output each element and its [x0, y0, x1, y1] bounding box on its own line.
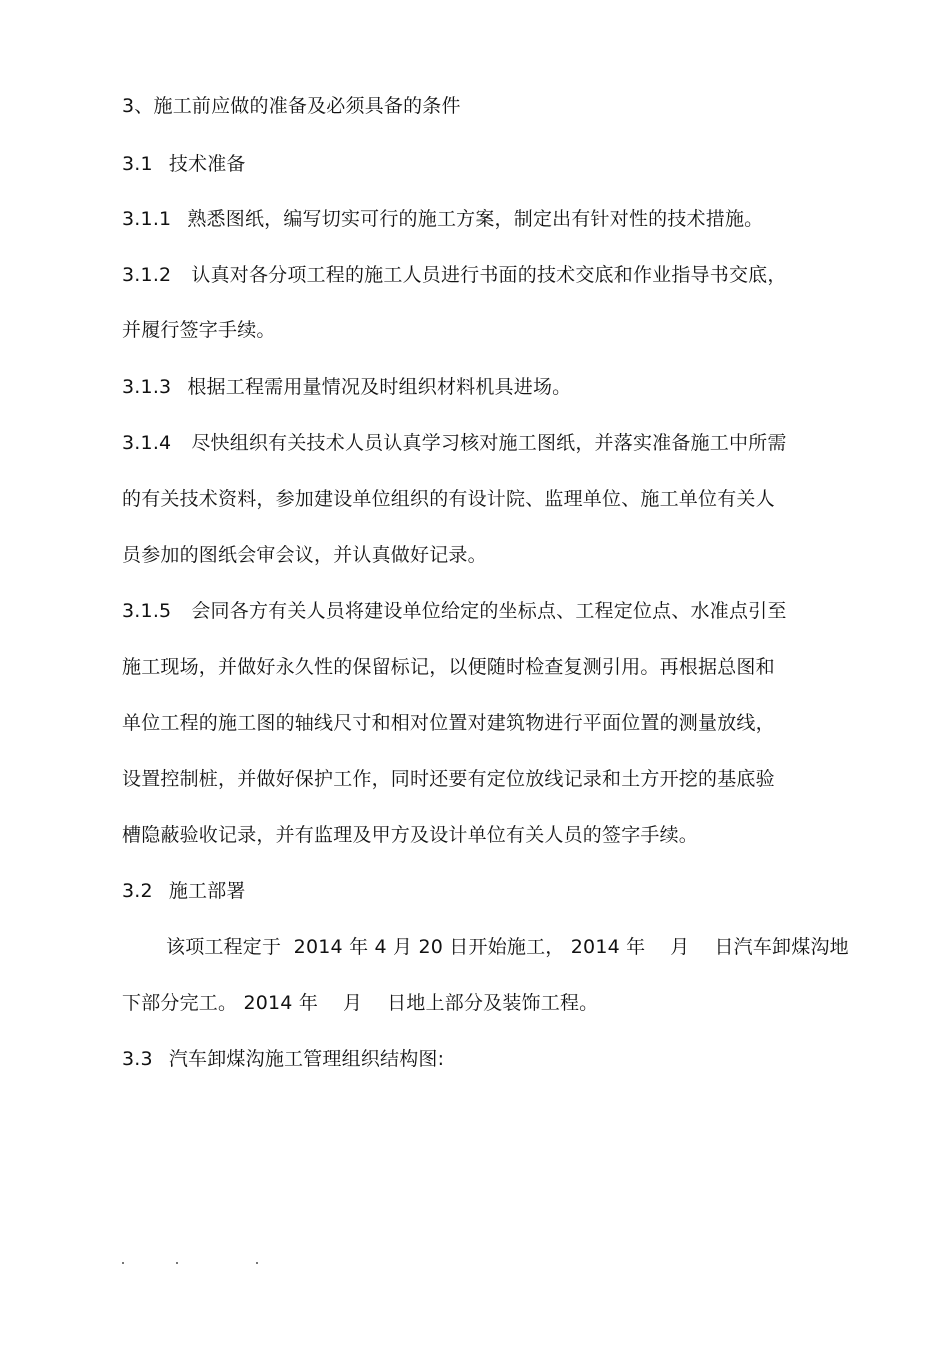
- paragraph-text: 并履行签字手续。: [122, 319, 276, 341]
- heading-number: 3.2: [122, 880, 153, 902]
- paragraph-text: 尽快组织有关技术人员认真学习核对施工图纸，并落实准备施工中所需: [191, 432, 787, 454]
- heading-text: 施工前应做的准备及必须具备的条件: [153, 95, 461, 117]
- dot-mark: [122, 1262, 124, 1264]
- item-number: 3.1.3: [122, 376, 172, 398]
- paragraph-text: 施工现场，并做好永久性的保留标记，以便随时检查复测引用。再根据总图和: [122, 656, 775, 678]
- paragraph-text: 设置控制桩，并做好保护工作，同时还要有定位放线记录和土方开挖的基底验: [122, 768, 775, 790]
- dot-mark: [176, 1262, 178, 1264]
- paragraph-3-2-line-1: [166, 935, 849, 959]
- item-number: 3.1.4: [122, 432, 172, 454]
- footer-dot-marks: [120, 1262, 280, 1272]
- heading-number: 3.3: [122, 1048, 153, 1070]
- paragraph-3-1-5-line-4: [122, 767, 775, 791]
- heading-text: 施工部署: [168, 880, 246, 902]
- paragraph-3-1-5-line-2: [122, 655, 775, 679]
- heading-section-3-1: [122, 152, 246, 176]
- item-number: 3.1.1: [122, 208, 172, 230]
- paragraph-text: 根据工程需用量情况及时组织材料机具进场。: [187, 376, 572, 398]
- paragraph-text: 会同各方有关人员将建设单位给定的坐标点、工程定位点、水准点引至: [191, 600, 787, 622]
- paragraph-text: 的有关技术资料，参加建设单位组织的有设计院、监理单位、施工单位有关人: [122, 488, 775, 510]
- paragraph-3-1-5-line-1: [122, 599, 787, 623]
- heading-text: 汽车卸煤沟施工管理组织结构图:: [168, 1048, 445, 1070]
- heading-section-3: [122, 94, 461, 118]
- paragraph-3-1-3: [122, 375, 571, 399]
- dot-mark: [256, 1262, 258, 1264]
- paragraph-text: 认真对各分项工程的施工人员进行书面的技术交底和作业指导书交底，: [191, 264, 787, 286]
- paragraph-text: 员参加的图纸会审会议，并认真做好记录。: [122, 544, 487, 566]
- paragraph-3-1-4-line-2: [122, 487, 775, 511]
- paragraph-3-1-4-line-3: [122, 543, 487, 567]
- heading-number: 3、: [122, 95, 154, 117]
- paragraph-text: 熟悉图纸，编写切实可行的施工方案，制定出有针对性的技术措施。: [187, 208, 764, 230]
- paragraph-text: 下部分完工。 2014 年 月 日地上部分及装饰工程。: [122, 992, 599, 1014]
- heading-number: 3.1: [122, 153, 153, 175]
- paragraph-3-1-5-line-3: [122, 711, 775, 735]
- heading-section-3-2: [122, 879, 246, 903]
- paragraph-3-2-line-2: [122, 991, 598, 1015]
- paragraph-text: 单位工程的施工图的轴线尺寸和相对位置对建筑物进行平面位置的测量放线，: [122, 712, 775, 734]
- paragraph-3-1-4-line-1: [122, 431, 787, 455]
- paragraph-3-1-2-line-2: [122, 318, 276, 342]
- paragraph-text: 该项工程定于 2014 年 4 月 20 日开始施工， 2014 年 月 日汽车卸煤沟地: [166, 936, 849, 958]
- item-number: 3.1.2: [122, 264, 172, 286]
- paragraph-text: 槽隐蔽验收记录，并有监理及甲方及设计单位有关人员的签字手续。: [122, 824, 699, 846]
- heading-text: 技术准备: [168, 153, 246, 175]
- paragraph-3-1-5-line-5: [122, 823, 698, 847]
- item-number: 3.1.5: [122, 600, 172, 622]
- heading-section-3-3: [122, 1047, 444, 1071]
- paragraph-3-1-1: [122, 207, 763, 231]
- paragraph-3-1-2-line-1: [122, 263, 787, 287]
